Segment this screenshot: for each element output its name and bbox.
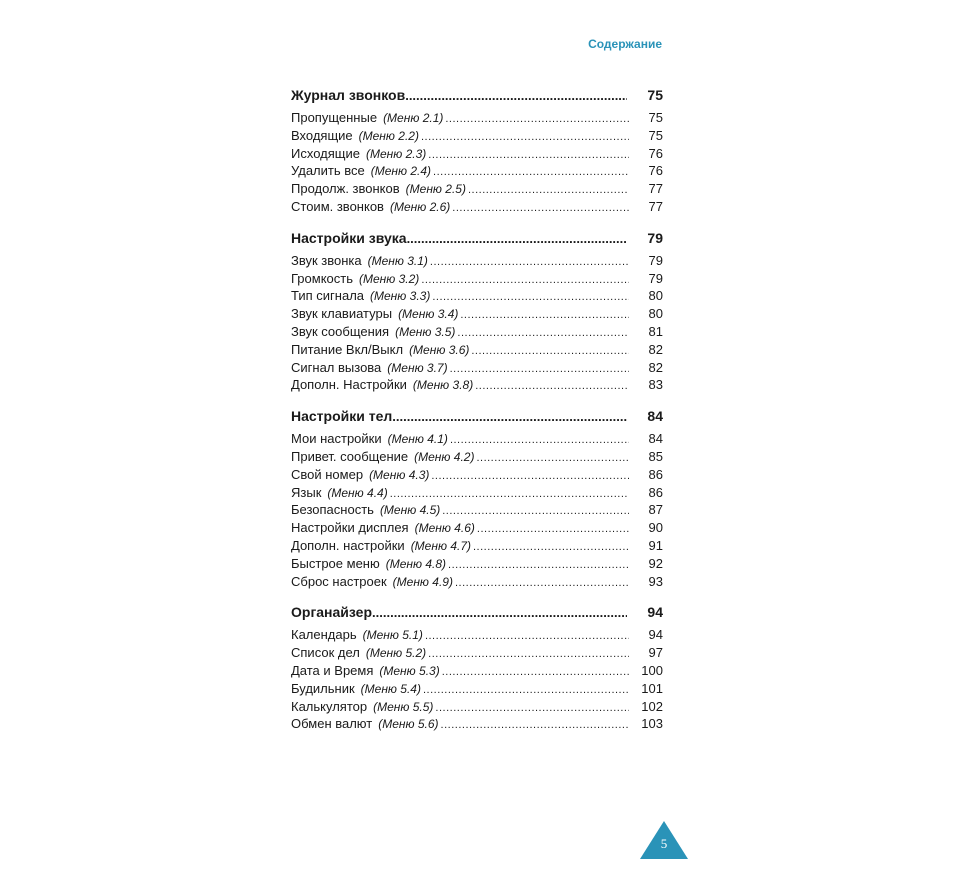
entry-page-number: 100 [641, 662, 663, 678]
entry-page-number: 79 [648, 252, 663, 268]
entry-page-number: 81 [648, 323, 663, 339]
entry-page-number: 83 [648, 377, 663, 393]
toc-entry[interactable] [291, 360, 663, 378]
entry-label: Безопасность [291, 502, 374, 518]
entry-page-number: 86 [648, 484, 663, 500]
entry-menu-ref: (Меню 2.3) [365, 146, 427, 161]
toc-section-heading[interactable] [291, 87, 663, 107]
leader-dots [428, 648, 629, 660]
toc-entry[interactable] [291, 627, 663, 645]
toc-entry[interactable] [291, 271, 663, 289]
entry-label: Исходящие [291, 145, 360, 161]
toc-section [291, 87, 663, 217]
entry-label: Обмен валют [291, 716, 373, 732]
entry-menu-ref: (Меню 5.5) [373, 699, 434, 714]
leader-dots [425, 630, 629, 642]
leader-dots [423, 684, 629, 696]
entry-page-number: 101 [641, 680, 663, 696]
entry-page-number: 90 [648, 520, 663, 536]
entry-label: Звук клавиатуры [291, 306, 393, 322]
leader-dots [433, 166, 629, 178]
leader-dots [450, 434, 629, 446]
entry-label: Дата и Время [291, 662, 374, 678]
toc-entry[interactable] [291, 324, 663, 342]
entry-label: Сигнал вызова [291, 359, 382, 375]
leader-dots [450, 363, 629, 375]
toc-entry[interactable] [291, 645, 663, 663]
toc-entry[interactable] [291, 699, 663, 717]
leader-dots [445, 113, 629, 125]
entry-label: Список дел [291, 645, 360, 661]
entry-page-number: 93 [648, 573, 663, 589]
entry-menu-ref: (Меню 4.9) [392, 574, 453, 589]
entry-menu-ref: (Меню 2.1) [383, 111, 444, 125]
leader-dots [473, 541, 629, 553]
section-page-number: 94 [647, 604, 663, 621]
toc-entry[interactable] [291, 163, 663, 181]
leader-dots [372, 605, 627, 620]
toc-entry[interactable] [291, 199, 663, 217]
toc-entry[interactable] [291, 716, 663, 734]
entry-page-number: 94 [648, 627, 663, 643]
entry-page-number: 82 [648, 341, 663, 357]
entry-menu-ref: (Меню 3.1) [367, 253, 428, 268]
entry-label: Входящие [291, 127, 353, 143]
entry-page-number: 77 [648, 198, 663, 214]
section-title: Органайзер [291, 604, 373, 621]
entry-page-number: 84 [648, 431, 663, 447]
leader-dots [421, 131, 629, 143]
entry-label: Калькулятор [291, 698, 368, 714]
entry-page-number: 79 [648, 270, 663, 286]
entry-page-number: 85 [648, 448, 663, 464]
table-of-contents [291, 87, 663, 747]
toc-entry[interactable] [291, 377, 663, 395]
entry-menu-ref: (Меню 3.6) [409, 342, 470, 357]
section-title: Журнал звонков [291, 87, 406, 103]
toc-entry[interactable] [291, 467, 663, 485]
entry-label: Календарь [291, 627, 357, 643]
entry-page-number: 75 [648, 127, 663, 143]
toc-entry[interactable] [291, 574, 663, 592]
entry-menu-ref: (Меню 3.2) [359, 271, 420, 286]
leader-dots [476, 452, 629, 464]
entry-label: Звук сообщения [291, 323, 390, 339]
toc-entry[interactable] [291, 288, 663, 306]
entry-page-number: 82 [648, 359, 663, 375]
entry-label: Мои настройки [291, 431, 382, 447]
entry-page-number: 77 [648, 181, 663, 197]
toc-entry[interactable] [291, 502, 663, 520]
section-title: Настройки звука [291, 229, 407, 246]
toc-entry[interactable] [291, 342, 663, 360]
toc-entry[interactable] [291, 128, 663, 146]
entry-menu-ref: (Меню 4.3) [369, 467, 430, 482]
leader-dots [477, 523, 629, 535]
entry-menu-ref: (Меню 4.1) [387, 432, 448, 447]
page-header-title: Содержание [588, 37, 662, 51]
toc-section-heading[interactable] [291, 230, 663, 250]
section-title: Настройки тел [291, 408, 393, 425]
leader-dots [441, 719, 629, 731]
leader-dots [431, 470, 629, 482]
leader-dots [457, 327, 629, 339]
entry-menu-ref: (Меню 5.6) [378, 717, 439, 732]
toc-section-heading[interactable] [291, 408, 663, 428]
entry-page-number: 92 [648, 555, 663, 571]
entry-page-number: 76 [648, 163, 663, 179]
leader-dots [430, 256, 629, 268]
leader-dots [428, 149, 629, 161]
entry-label: Удалить все [291, 163, 365, 179]
toc-entry[interactable] [291, 431, 663, 449]
section-page-number: 84 [647, 408, 663, 425]
toc-entry[interactable] [291, 181, 663, 199]
page-number: 5 [660, 836, 668, 851]
section-page-number: 79 [647, 229, 663, 246]
toc-entry[interactable] [291, 520, 663, 538]
entry-menu-ref: (Меню 3.3) [370, 289, 431, 304]
toc-section [291, 230, 663, 395]
entry-page-number: 87 [648, 502, 663, 518]
toc-entry[interactable] [291, 253, 663, 271]
leader-dots [435, 702, 629, 714]
entry-menu-ref: (Меню 5.1) [362, 628, 423, 643]
entry-page-number: 91 [648, 537, 663, 553]
toc-section [291, 408, 663, 591]
page-number-badge [640, 821, 688, 859]
leader-dots [448, 559, 629, 571]
leader-dots [392, 409, 627, 424]
entry-label: Настройки дисплея [291, 520, 409, 536]
entry-label: Привет. сообщение [291, 448, 409, 464]
leader-dots [407, 231, 627, 246]
toc-section-heading[interactable] [291, 604, 663, 624]
entry-menu-ref: (Меню 3.8) [412, 378, 474, 393]
leader-dots [455, 577, 629, 589]
entry-label: Продолж. звонков [291, 181, 400, 197]
entry-label: Пропущенные [291, 110, 378, 125]
entry-label: Тип сигнала [291, 288, 365, 304]
toc-entry[interactable] [291, 449, 663, 467]
entry-menu-ref: (Меню 5.2) [365, 646, 427, 661]
entry-label: Дополн. настройки [291, 537, 405, 553]
entry-label: Сброс настроек [291, 573, 387, 589]
entry-menu-ref: (Меню 2.5) [405, 182, 466, 197]
entry-page-number: 75 [648, 110, 663, 125]
toc-entry[interactable] [291, 663, 663, 681]
section-page-number: 75 [647, 87, 663, 103]
entry-page-number: 97 [648, 645, 663, 661]
entry-label: Язык [291, 484, 322, 500]
entry-menu-ref: (Меню 2.6) [389, 199, 451, 214]
toc-section [291, 604, 663, 734]
leader-dots [475, 380, 629, 392]
entry-menu-ref: (Меню 4.7) [410, 538, 471, 553]
entry-label: Звук звонка [291, 252, 362, 268]
leader-dots [452, 202, 629, 214]
toc-entry[interactable] [291, 485, 663, 503]
entry-menu-ref: (Меню 3.7) [387, 360, 448, 375]
entry-menu-ref: (Меню 2.4) [370, 164, 432, 179]
toc-entry[interactable] [291, 146, 663, 164]
entry-page-number: 86 [648, 466, 663, 482]
entry-label: Дополн. Настройки [291, 377, 407, 393]
entry-label: Питание Вкл/Выкл [291, 341, 404, 357]
entry-menu-ref: (Меню 4.5) [379, 503, 441, 518]
entry-label: Быстрое меню [291, 555, 380, 571]
toc-entry[interactable] [291, 110, 663, 128]
toc-entry[interactable] [291, 306, 663, 324]
leader-dots [442, 505, 629, 517]
entry-page-number: 80 [648, 288, 663, 304]
toc-entry[interactable] [291, 556, 663, 574]
entry-menu-ref: (Меню 3.4) [398, 307, 459, 322]
entry-page-number: 80 [648, 306, 663, 322]
entry-menu-ref: (Меню 5.4) [360, 681, 421, 696]
entry-label: Свой номер [291, 466, 364, 482]
entry-menu-ref: (Меню 4.2) [414, 449, 475, 464]
entry-label: Громкость [291, 270, 353, 286]
leader-dots [460, 309, 629, 321]
entry-menu-ref: (Меню 4.8) [385, 556, 447, 571]
entry-label: Будильник [291, 680, 355, 696]
entry-page-number: 76 [648, 145, 663, 161]
toc-entry[interactable] [291, 681, 663, 699]
entry-page-number: 103 [641, 716, 663, 732]
leader-dots [468, 184, 629, 196]
toc-entry[interactable] [291, 538, 663, 556]
entry-menu-ref: (Меню 3.5) [395, 324, 456, 339]
leader-dots [421, 274, 629, 286]
leader-dots [390, 488, 629, 500]
leader-dots [442, 666, 629, 678]
entry-menu-ref: (Меню 2.2) [358, 128, 419, 143]
entry-label: Стоим. звонков [291, 198, 384, 214]
leader-dots [471, 345, 629, 357]
entry-menu-ref: (Меню 4.6) [414, 521, 475, 536]
leader-dots [432, 291, 629, 303]
entry-menu-ref: (Меню 4.4) [327, 485, 388, 500]
entry-page-number: 102 [641, 698, 663, 714]
entry-menu-ref: (Меню 5.3) [379, 663, 440, 678]
leader-dots [405, 88, 627, 103]
